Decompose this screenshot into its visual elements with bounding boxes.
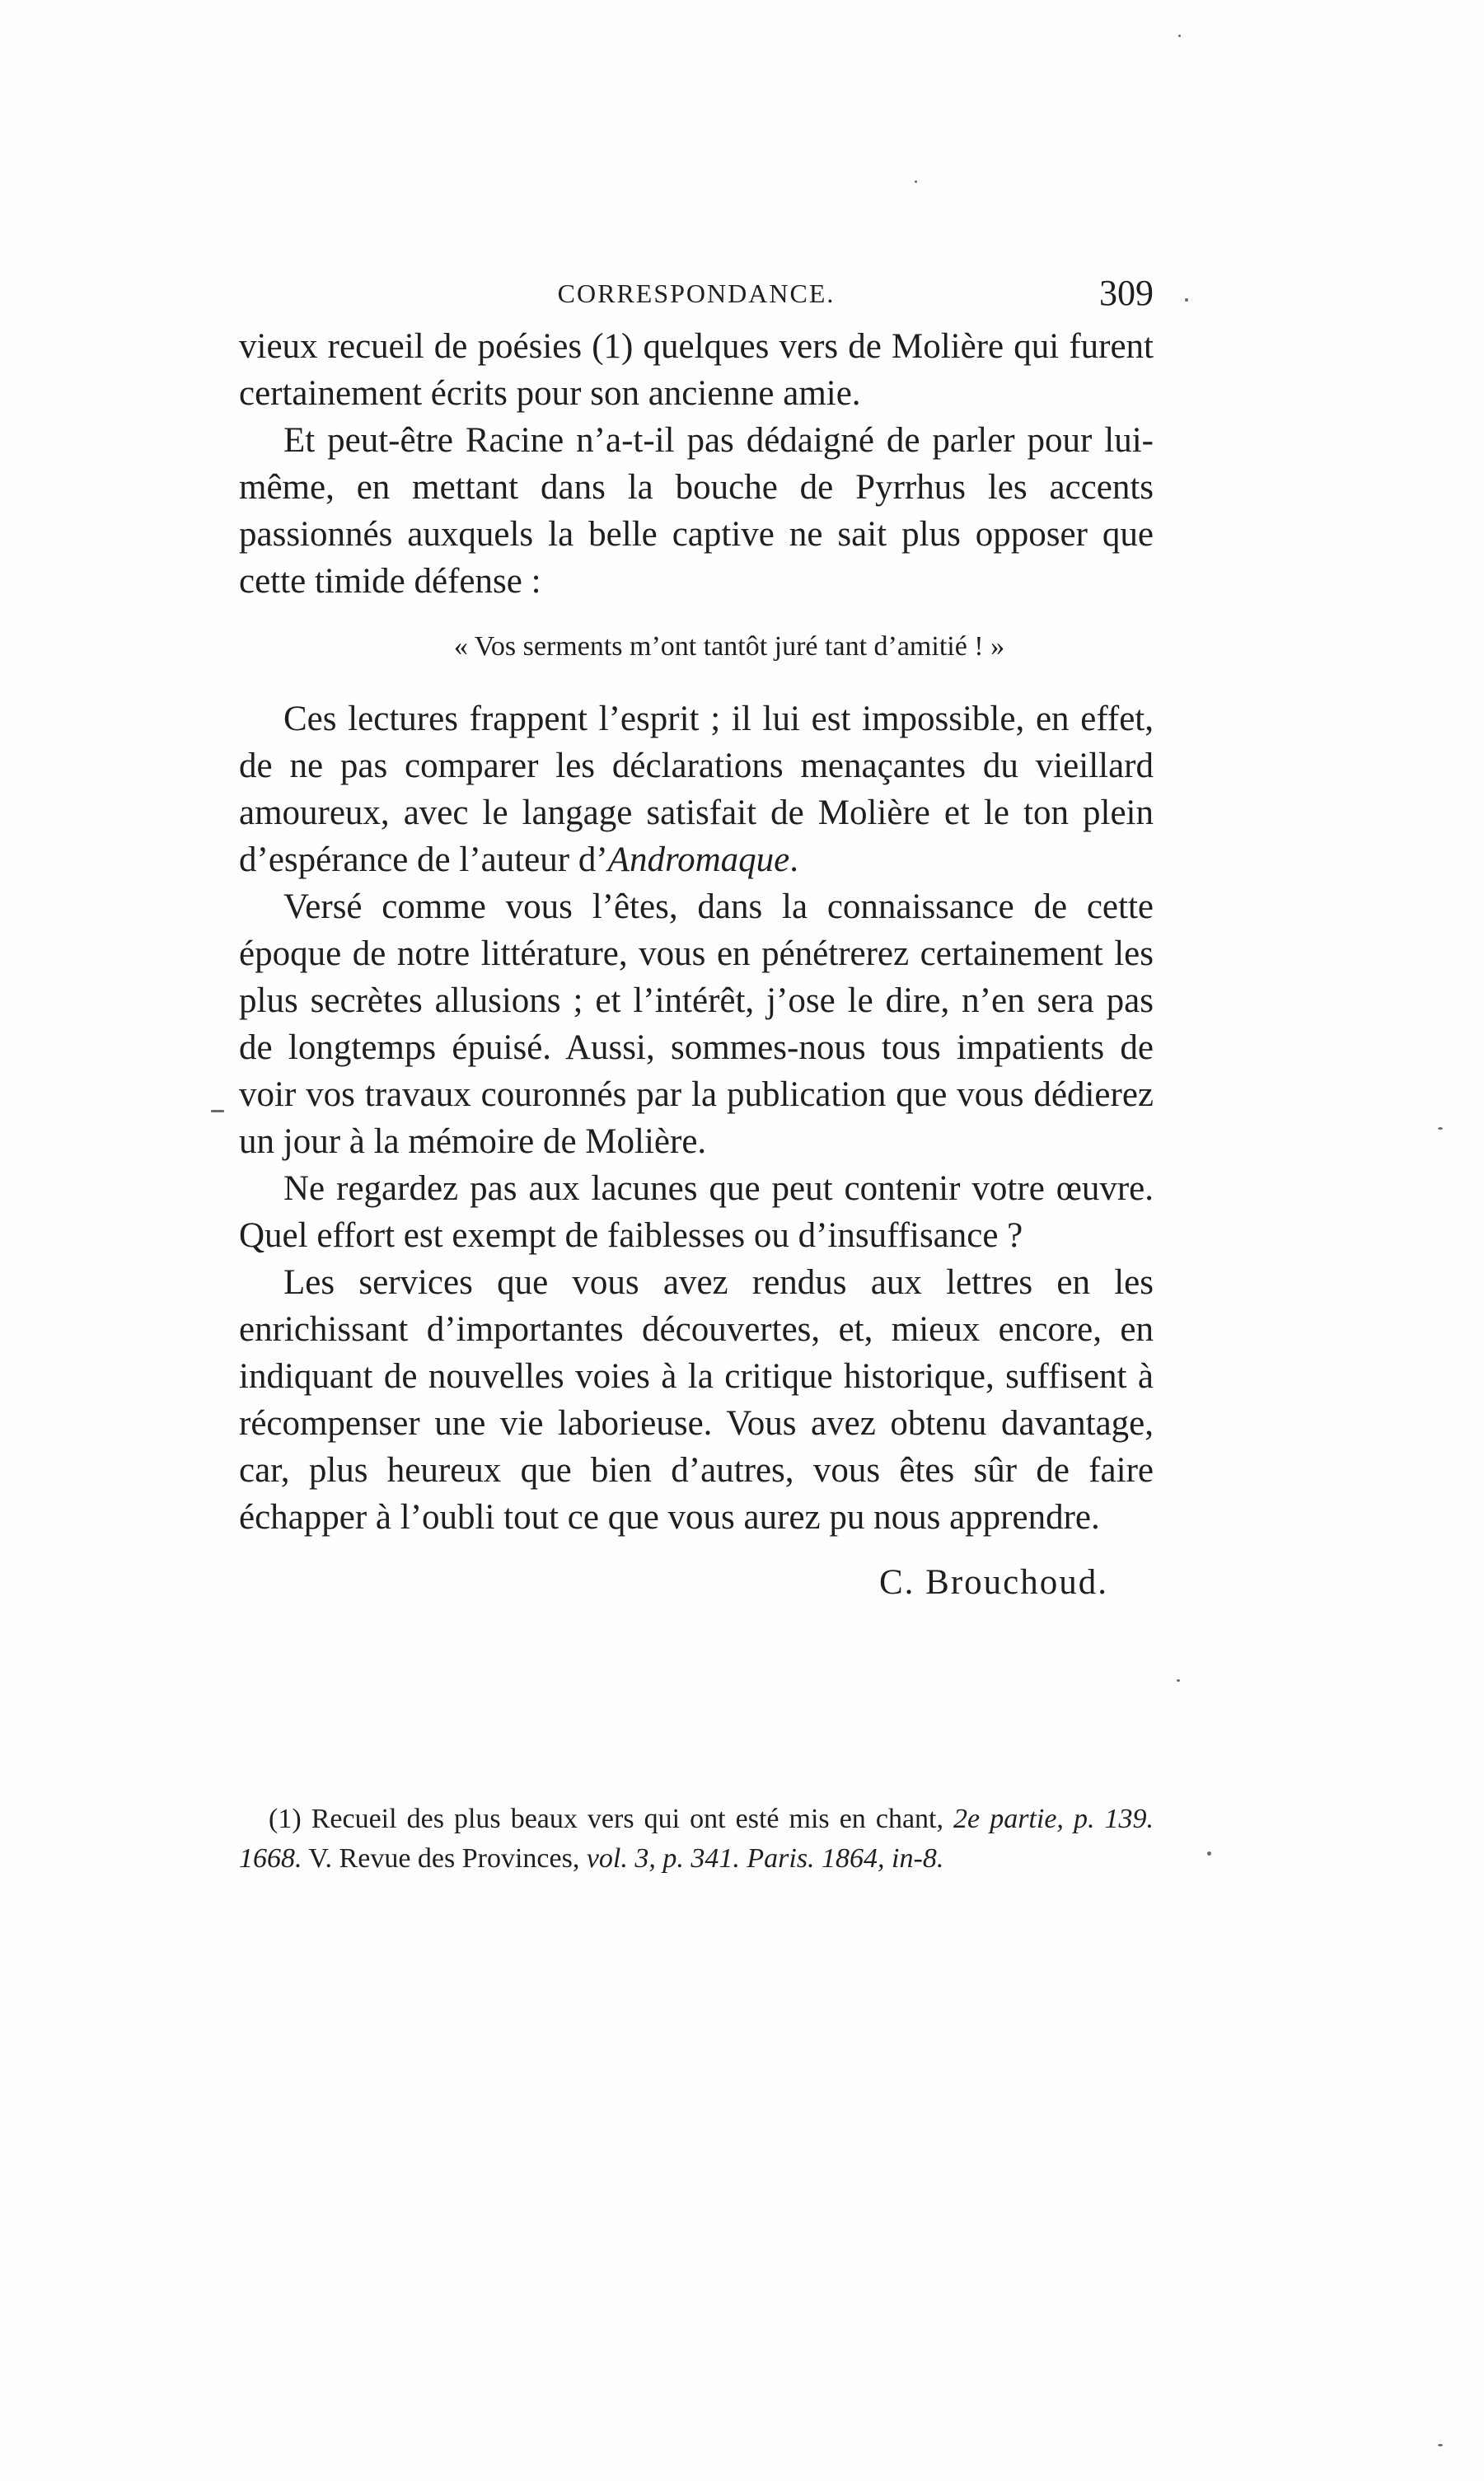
paper-speck <box>1185 298 1188 302</box>
signature: C. Brouchoud. <box>878 1563 1108 1602</box>
footnote-reference: V. Revue des Provinces, <box>302 1843 587 1874</box>
paper-speck <box>1207 1851 1211 1856</box>
paragraph-1: vieux recueil de poésies (1) quelques vers de Molière qui furent certainement écrits pour son ancienne amie. <box>239 327 1154 413</box>
paper-speck <box>1438 1127 1443 1130</box>
title-andromaque: Andromaque <box>607 840 790 879</box>
footnote-mark: (1) <box>269 1804 302 1834</box>
paragraph-3-end: . <box>789 840 798 879</box>
verse-quote: « Vos serments m’ont tantôt juré tant d’amitié ! » <box>453 631 1005 662</box>
main-text <box>239 323 1154 1606</box>
footnote-citation-2: vol. 3, p. 341. Paris. 1864, in-8. <box>586 1843 944 1874</box>
footnote-citation-1: 2e partie, p. 139. 1668. <box>239 1804 1154 1874</box>
footnote <box>239 1800 1154 1879</box>
footnote-source: Recueil des plus beaux vers qui ont esté mis en chant, <box>301 1804 954 1834</box>
paragraph-6: Les services que vous avez rendus aux lettres en les enrichissant d’importantes découvertes, et, mieux encore, en indiquant de nouvelles voies à la critique historique, suffisent à récompenser une vie laborieuse. Vous avez obtenu davantage, car, plus heureux que bien d’autres, vous êtes sûr de faire échapper à l’oubli tout ce que vous aurez pu nous apprendre. <box>239 1263 1154 1537</box>
page-number: 309 <box>1099 273 1154 313</box>
paper-speck <box>1438 2444 1443 2446</box>
paper-speck <box>1177 1679 1180 1682</box>
running-head: CORRESPONDANCE. <box>557 279 836 308</box>
paper-speck <box>211 1110 224 1112</box>
paragraph-5: Ne regardez pas aux lacunes que peut contenir votre œuvre. Quel effort est exempt de faiblesses ou d’insuffisance ? <box>239 1169 1154 1255</box>
footnote-text <box>239 1800 1154 1879</box>
paragraph-4: Versé comme vous l’êtes, dans la connaissance de cette époque de notre littérature, vous en pénétrerez certainement les plus secrètes allusions ; et l’intérêt, j’ose le dire, n’en sera pas de longtemps épuisé. Aussi, sommes-nous tous impatients de voir vos travaux couronnés par la publication que vous dédierez un jour à la mémoire de Molière. <box>239 887 1154 1161</box>
paragraph-3 <box>239 695 1154 883</box>
paragraph-3-text: Ces lectures frappent l’esprit ; il lui est impossible, en effet, de ne pas comparer les déclarations menaçantes du vieillard amoureux, avec le langage satisfait de Molière et le ton plein d’espérance de l’auteur d’ <box>239 700 1154 879</box>
paragraph-2: Et peut-être Racine n’a-t-il pas dédaigné de parler pour lui-même, en mettant dans la bouche de Pyrrhus les accents passionnés auxquels la belle captive ne sait plus opposer que cette timide défense : <box>239 421 1154 601</box>
page-header <box>239 272 1154 318</box>
paper-speck <box>1178 35 1181 37</box>
paper-speck <box>915 180 917 183</box>
